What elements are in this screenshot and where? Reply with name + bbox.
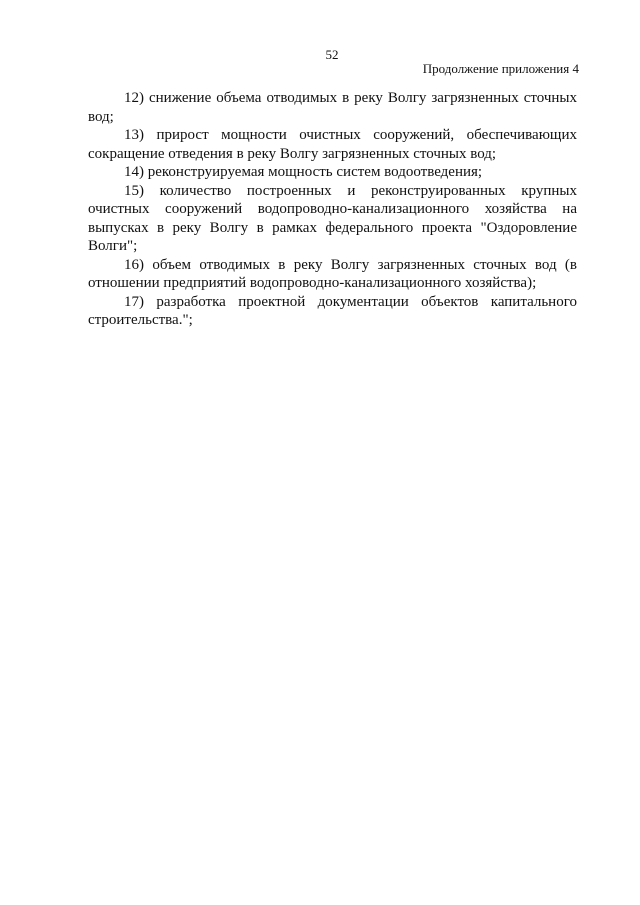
document-body <box>88 89 577 330</box>
appendix-continuation-note: Продолжение приложения 4 <box>422 61 579 76</box>
list-item-15: 15) количество построенных и реконструированных крупных очистных сооружений водопроводно-канализационного хозяйства на выпусках в реку Волгу в рамках федерального проекта "Оздоровление Волги"; <box>88 182 577 254</box>
list-item-16: 16) объем отводимых в реку Волгу загрязненных сточных вод (в отношении предприятий водопроводно-канализационного хозяйства); <box>88 256 577 291</box>
list-item-12: 12) снижение объема отводимых в реку Волгу загрязненных сточных вод; <box>88 90 577 125</box>
list-item-17: 17) разработка проектной документации объектов капитального строительства."; <box>88 293 577 328</box>
list-item-14: 14) реконструируемая мощность систем водоотведения; <box>124 164 483 180</box>
page-number: 52 <box>325 47 339 62</box>
list-item-13: 13) прирост мощности очистных сооружений, обеспечивающих сокращение отведения в реку Волгу загрязненных сточных вод; <box>88 127 577 162</box>
